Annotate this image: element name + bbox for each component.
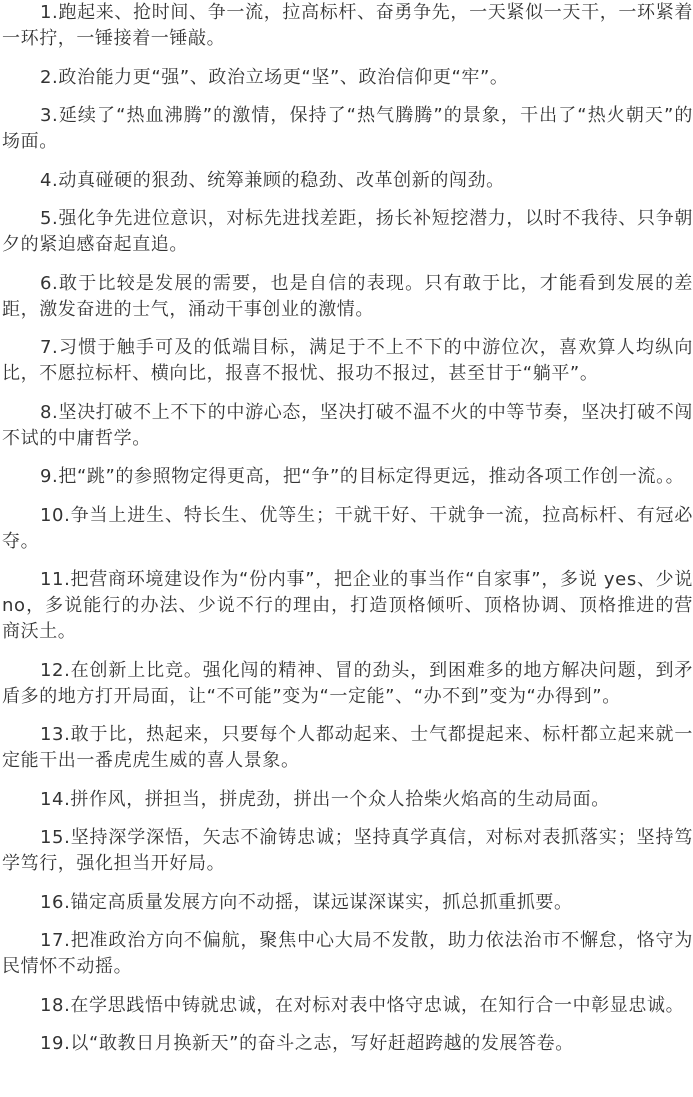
- paragraph: 4.动真碰硬的狠劲、统筹兼顾的稳劲、改革创新的闯劲。: [40, 169, 505, 191]
- paragraph: 9.把“跳”的参照物定得更高，把“争”的目标定得更远，推动各项工作创一流。。: [40, 466, 685, 487]
- paragraph: 7.习惯于触手可及的低端目标，满足于不上不下的中游位次，喜欢算人均纵向比，不愿拉标杆、横向比，报喜不报忧、报功不报过，甚至甘于“躺平”。: [2, 337, 693, 384]
- paragraph: 1.跑起来、抢时间、争一流，拉高标杆、奋勇争先，一天紧似一天干，一环紧着一环拧，一锤接着一锤敲。: [2, 2, 693, 49]
- paragraph: 3.延续了“热血沸腾”的激情，保持了“热气腾腾”的景象，干出了“热火朝天”的场面。: [2, 105, 693, 152]
- paragraph: 18.在学思践悟中铸就忠诚，在对标对表中恪守忠诚，在知行合一中彰显忠诚。: [40, 994, 685, 1016]
- paragraph: 11.把营商环境建设作为“份内事”，把企业的事当作“自家事”，多说 yes、少说 no，多说能行的办法、少说不行的理由，打造顶格倾听、顶格协调、顶格推进的营商沃土。: [2, 569, 693, 642]
- paragraph: 10.争当上进生、特长生、优等生；干就干好、干就争一流，拉高标杆、有冠必夺。: [2, 504, 693, 552]
- paragraph: 8.坚决打破不上不下的中游心态，坚决打破不温不火的中等节奏，坚决打破不闯不试的中庸哲学。: [2, 401, 693, 449]
- paragraph: 2.政治能力更“强”、政治立场更“坚”、政治信仰更“牢”。: [40, 66, 509, 88]
- paragraph: 16.锚定高质量发展方向不动摇，谋远谋深谋实，抓总抓重抓要。: [40, 891, 573, 913]
- paragraph: 15.坚持深学深悟，矢志不渝铸忠诚；坚持真学真信，对标对表抓落实；坚持笃学笃行，强化担当开好局。: [2, 827, 693, 874]
- paragraph: 14.拼作风，拼担当，拼虎劲，拼出一个众人拾柴火焰高的生动局面。: [40, 788, 610, 810]
- paragraph: 13.敢于比，热起来，只要每个人都动起来、士气都提起来、标杆都立起来就一定能干出一番虎虎生威的喜人景象。: [2, 724, 693, 771]
- paragraph: 12.在创新上比竞。强化闯的精神、冒的劲头，到困难多的地方解决问题，到矛盾多的地方打开局面，让“不可能”变为“一定能”、“办不到”变为“办得到”。: [2, 659, 693, 707]
- paragraph: 5.强化争先进位意识，对标先进找差距，扬长补短挖潜力，以时不我待、只争朝夕的紧迫感奋起直追。: [2, 208, 693, 255]
- paragraph: 19.以“敢教日月换新天”的奋斗之志，写好赶超跨越的发展答卷。: [40, 1033, 574, 1054]
- paragraph: 6.敢于比较是发展的需要，也是自信的表现。只有敢于比，才能看到发展的差距，激发奋进的士气，涌动干事创业的激情。: [2, 272, 693, 320]
- paragraph: 17.把准政治方向不偏航，聚焦中心大局不发散，助力依法治市不懈怠，恪守为民情怀不动摇。: [2, 930, 693, 977]
